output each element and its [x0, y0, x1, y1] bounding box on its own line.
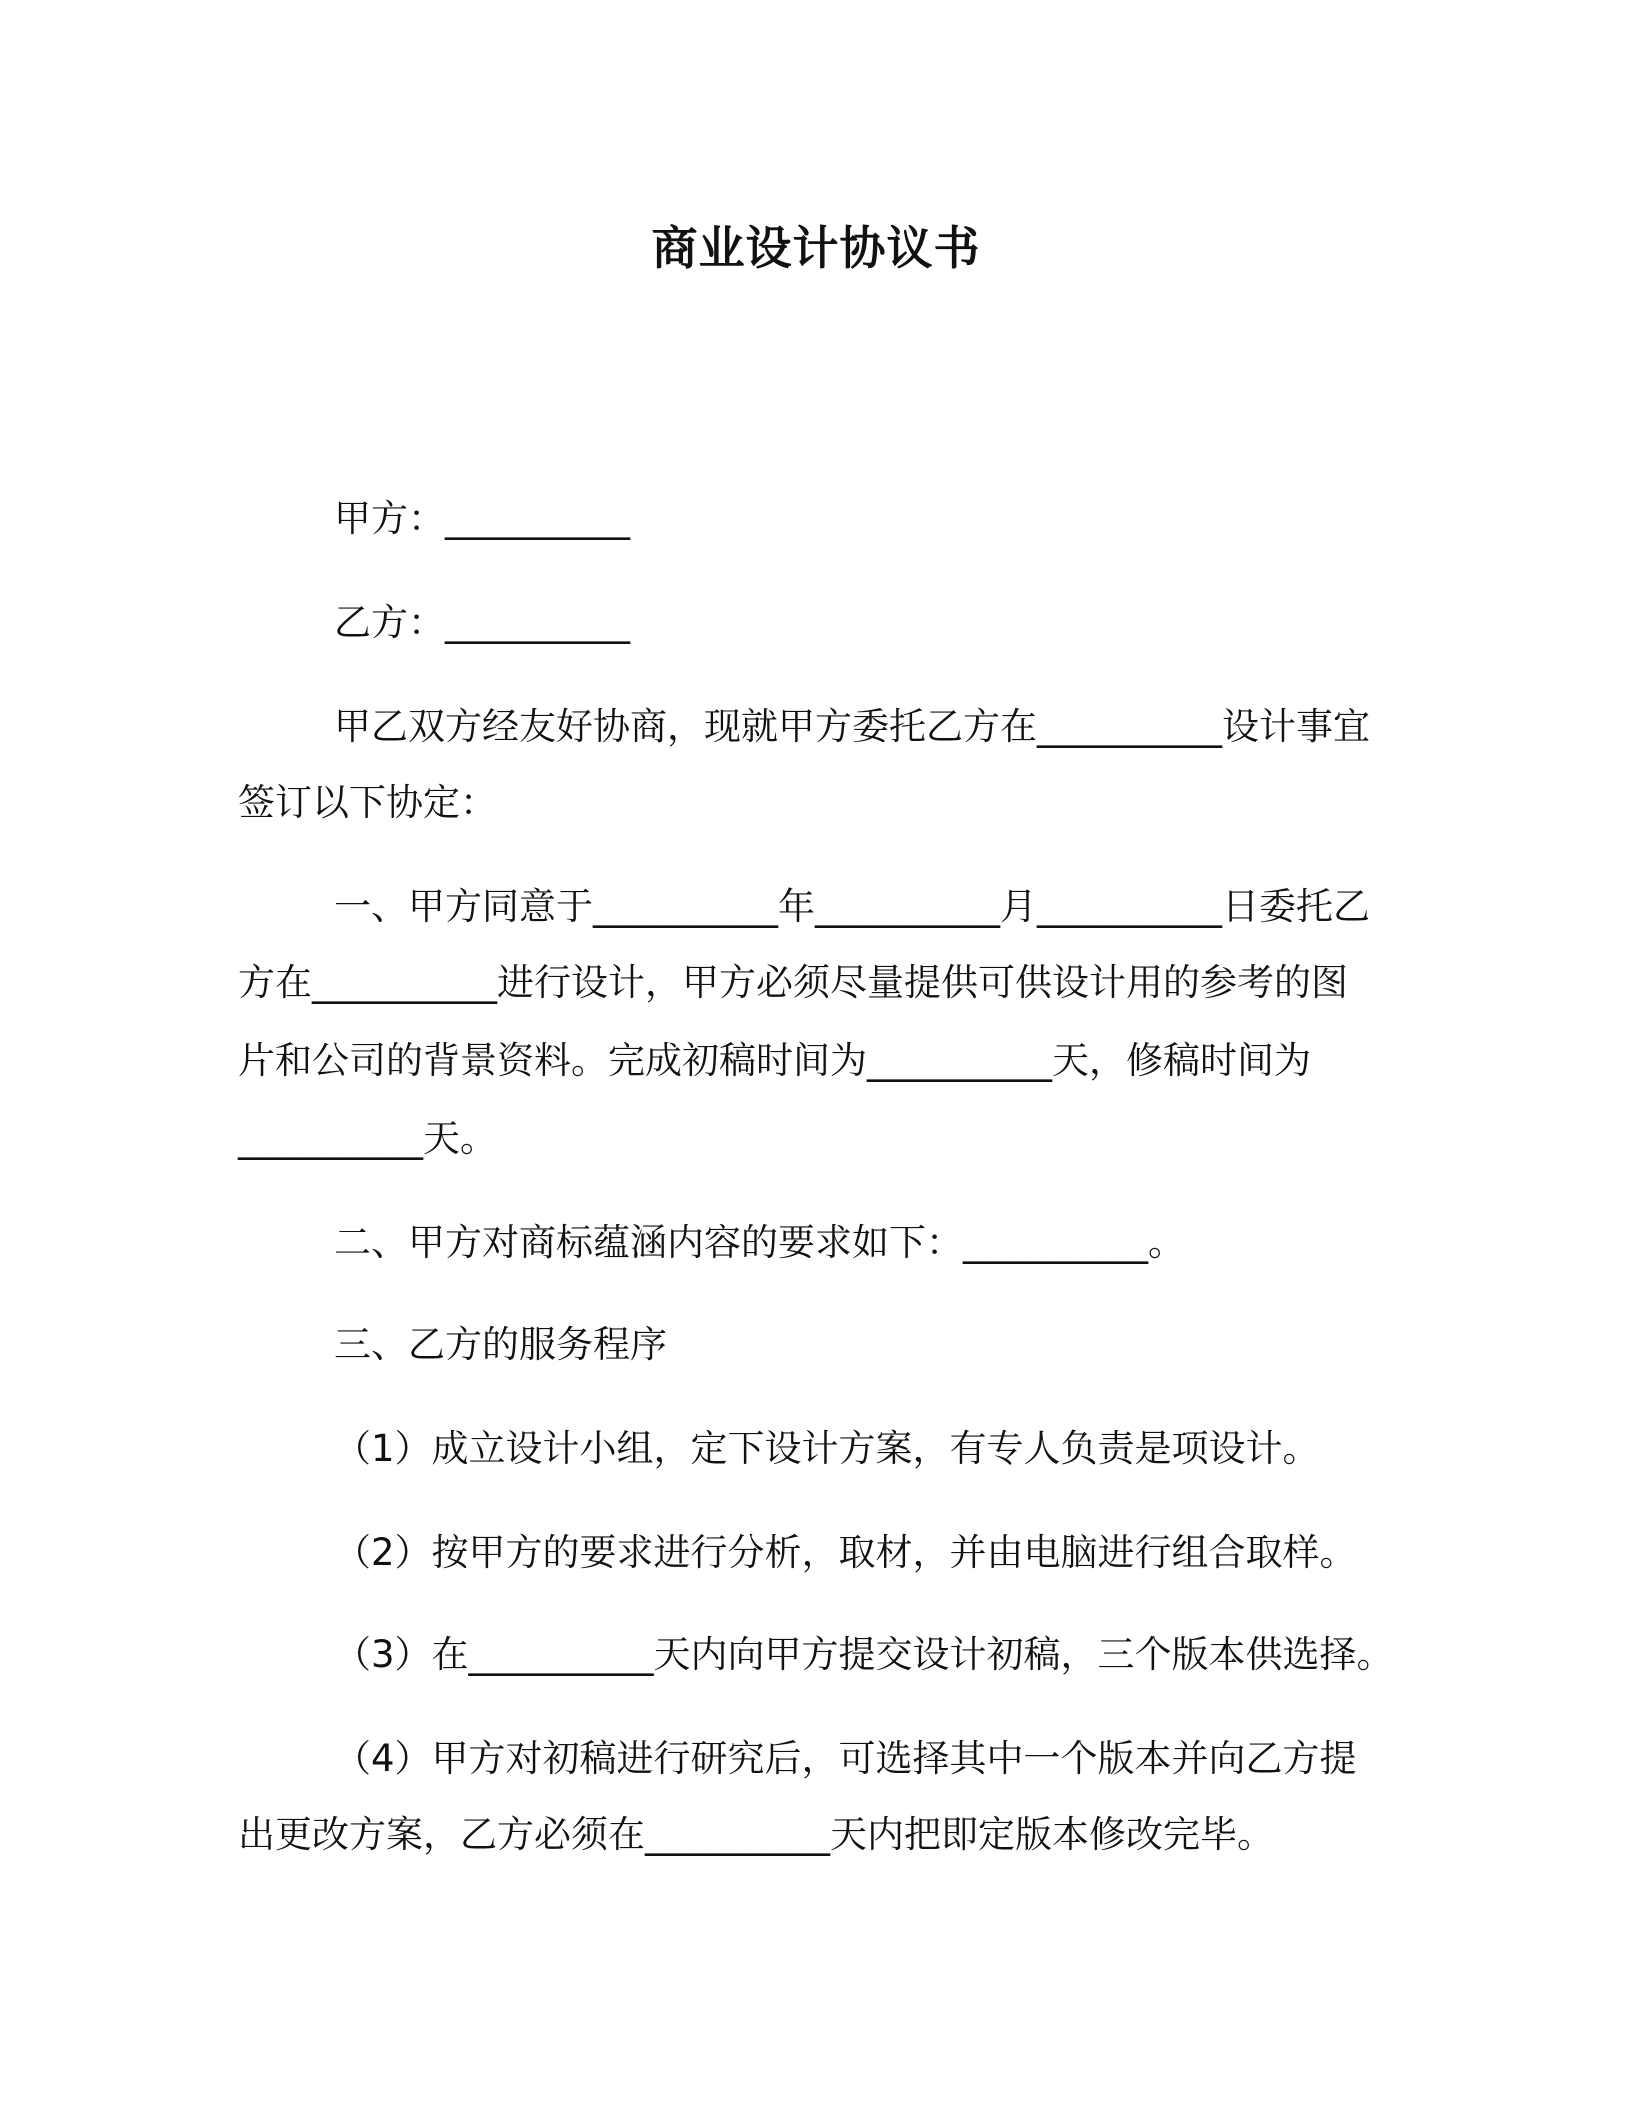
clause-1-line-2: 方在__________进行设计，甲方必须尽量提供可供设计用的参考的图 — [238, 961, 1348, 1004]
procedure-item-2: （2）按甲方的要求进行分析，取材，并由电脑进行组合取样。 — [334, 1531, 1357, 1574]
procedure-item-4-line-1: （4）甲方对初稿进行研究后，可选择其中一个版本并向乙方提 — [334, 1737, 1357, 1780]
procedure-item-3: （3）在__________天内向甲方提交设计初稿，三个版本供选择。 — [334, 1633, 1394, 1676]
procedure-item-1: （1）成立设计小组，定下设计方案，有专人负责是项设计。 — [334, 1427, 1320, 1470]
clause-1-line-3: 片和公司的背景资料。完成初稿时间为__________天，修稿时间为 — [238, 1039, 1311, 1082]
clause-2-line: 二、甲方对商标蕴涵内容的要求如下：__________。 — [334, 1221, 1185, 1264]
intro-line-1: 甲乙双方经友好协商，现就甲方委托乙方在__________设计事宜 — [334, 705, 1370, 748]
clause-1-line-4: __________天。 — [238, 1117, 497, 1160]
document-title: 商业设计协议书 — [651, 221, 981, 275]
clause-1-line-1: 一、甲方同意于__________年__________月__________日委托乙 — [334, 885, 1370, 928]
intro-line-2: 签订以下协定： — [238, 781, 497, 824]
party-a-line: 甲方：__________ — [334, 497, 630, 540]
clause-3-heading: 三、乙方的服务程序 — [334, 1323, 667, 1366]
procedure-item-4-line-2: 出更改方案，乙方必须在__________天内把即定版本修改完毕。 — [238, 1813, 1274, 1856]
party-b-line: 乙方：__________ — [334, 601, 630, 644]
